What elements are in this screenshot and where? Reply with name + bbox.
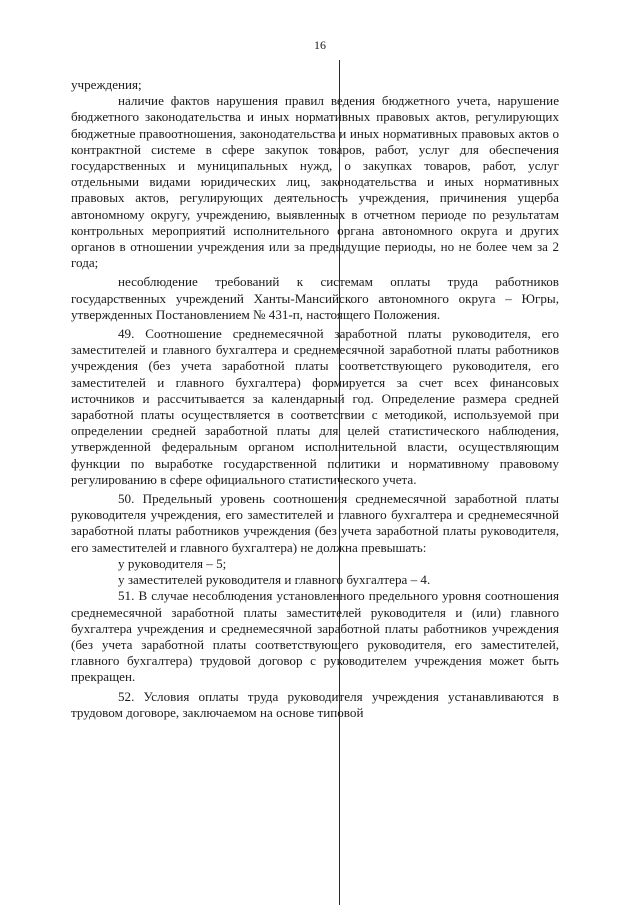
document-body [71,77,559,721]
paragraph-50: 50. Предельный уровень соотношения среднемесячной заработной платы руководителя учреждения, его заместителей и главного бухгалтера и среднемесячной заработной платы работников учреждения (без учета заработной платы руководителя, его заместителей и главного бухгалтера) не должна превышать: [71,491,559,555]
paragraph-52: 52. Условия оплаты труда руководителя учреждения устанавливаются в трудовом договоре, заключаемом на основе типовой [71,688,559,720]
paragraph-3: несоблюдение требований к системам оплаты труда работников государственных учреждений Ханты-Мансийского автономного округа – Югры, утвержденных Постановлением № 431-п, настоящего Положения. [71,274,559,322]
paragraph-1: учреждения; [71,77,142,92]
page-number: 16 [314,38,326,52]
paragraph-49: 49. Соотношение среднемесячной заработной платы руководителя, его заместителей и главного бухгалтера и среднемесячной заработной платы работников учреждения (без учета заработной платы соответствующего руководителя, его заместителей и главного бухгалтера) формируется за счет всех финансовых источников и рассчитывается за календарный год. Определение размера средней заработной платы осуществляется в соответствии с методикой, используемой при определении средней заработной платы для целей статистического наблюдения, утвержденной федеральным органом исполнительной власти, осуществляющим функции по выработке государственной политики и нормативному правовому регулированию в сфере официального статистического учета. [71,326,559,487]
paragraph-50-item-1: у руководителя – 5; [118,555,227,571]
paragraph-51: 51. В случае несоблюдения установленного предельного уровня соотношения среднемесячной заработной платы заместителей руководителя и (или) главного бухгалтера учреждения и среднемесячной заработной платы работников учреждения (без учета заработной платы соответствующего руководителя, его заместителей, главного бухгалтера) трудовой договор с руководителем учреждения может быть прекращен. [71,588,559,685]
paragraph-50-item-2: у заместителей руководителя и главного бухгалтера – 4. [118,572,431,588]
paragraph-2: наличие фактов нарушения правил ведения бюджетного учета, нарушение бюджетного законодательства и иных нормативных правовых актов, регулирующих бюджетные правоотношения, законодательства и иных нормативных правовых актов о контрактной системе в сфере закупок товаров, работ, услуг для обеспечения государственных и муниципальных нужд, о закупках товаров, работ, услуг отдельными видами юридических лиц, законодательства и иных нормативных правовых актов, регулирующих деятельность учреждения, причинения ущерба автономному округу, учреждению, выявленных в отчетном периоде по результатам контрольных мероприятий исполнительного органа автономного округа и других органов в отношении учреждения или за предыдущие периоды, но не более чем за 2 года; [71,93,559,271]
